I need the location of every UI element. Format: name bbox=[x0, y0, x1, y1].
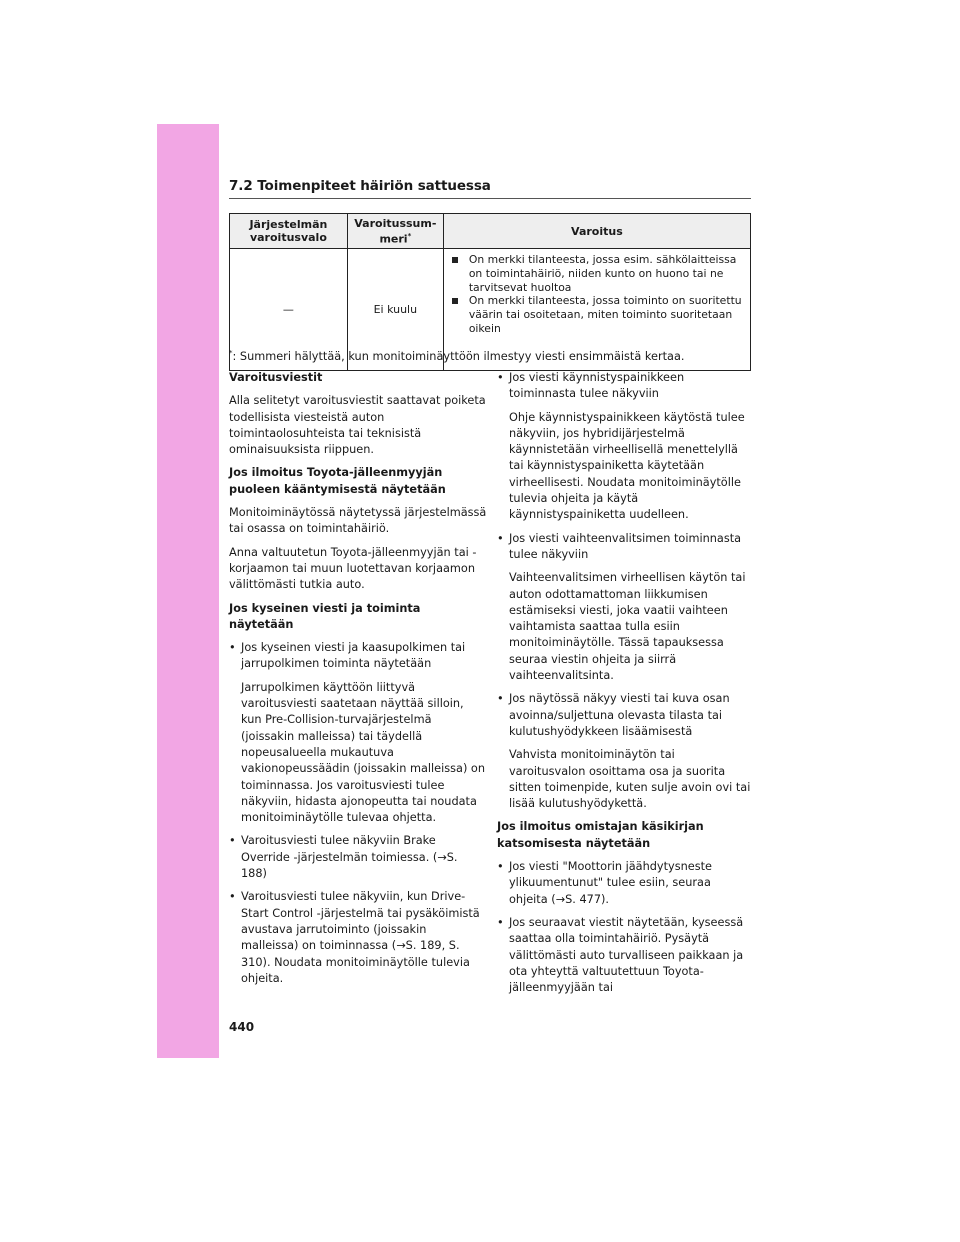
table-item-text: On merkki tilanteesta, jossa toiminto on suoritettu väärin tai osoitetaan, miten toiminto suoritetaan oikein bbox=[468, 294, 742, 335]
square-bullet-icon bbox=[452, 298, 458, 304]
bullet-icon: • bbox=[497, 531, 504, 545]
bullet-icon: • bbox=[229, 834, 236, 848]
list-item bbox=[229, 889, 487, 987]
list-item bbox=[497, 370, 753, 524]
list-item-title: Jos kyseinen viesti ja kaasupolkimen tai jarrupolkimen toiminta näytetään bbox=[241, 641, 466, 671]
square-bullet-icon bbox=[452, 257, 458, 263]
page-number: 440 bbox=[229, 1020, 255, 1034]
list-item-text: Ohje käynnistyspainikkeen käytöstä tulee näkyviin, jos hybridijärjestelmä käynnistetään virheellisellä menettelyllä tai käynnistyspainiketta käytetään virheellisesti. Noudata monitoiminäytölle tulevia ohjeita ja käytä käynnistyspainiketta uudelleen. bbox=[509, 410, 745, 522]
table-list-item bbox=[450, 253, 744, 294]
heading-varoitusviestit: Varoitusviestit bbox=[229, 371, 323, 384]
table-item-text: On merkki tilanteesta, jossa esim. sähkölaitteissa on toimintahäiriö, niiden kunto on huono tai ne tarvitsevat huoltoa bbox=[468, 253, 737, 294]
header-warning-buzzer bbox=[347, 214, 443, 249]
list-item-text: Jos seuraavat viestit näytetään, kyseessä saattaa olla toimintahäiriö. Pysäytä välittömästi auto turvalliseen paikkaan ja ota yhteyttä valtuutettuun Toyota-jälleenmyyjään tai bbox=[509, 915, 744, 995]
list-item-title: Jos näytössä näkyy viesti tai kuva osan avoinna/suljettuna olevasta tilasta tai kulutushyödykkeen lisäämisestä bbox=[509, 692, 730, 738]
list-item-text: Jos viesti "Moottorin jäähdytysneste ylikuumentunut" tulee esiin, seuraa ohjeita (→S. 477). bbox=[509, 860, 712, 906]
list-item bbox=[497, 691, 753, 812]
list-item-text: Vaihteenvalitsimen virheellisen käytön tai auton odottamattoman liikkumisen estämiseksi viesti, joka vaatii vaihteen vaihtamista saattaa tulla esiin monitoiminäytölle. Tässä tapauksessa seuraa viestin ohjeita ja siirrä vaihteenvalitsinta. bbox=[509, 571, 746, 683]
section-divider bbox=[229, 198, 751, 199]
bullet-icon: • bbox=[229, 641, 236, 655]
list-item-text: Varoitusviesti tulee näkyviin, kun Drive-Start Control -järjestelmä tai pysäköimistä avustava jarrutoiminto (joissakin malleissa) on toiminnassa (→S. 189, S. 310). Noudata monitoiminäytölle tulevia ohjeita. bbox=[241, 890, 480, 985]
list-item bbox=[497, 531, 753, 685]
list-item bbox=[229, 833, 487, 882]
bullet-icon: • bbox=[497, 915, 504, 929]
header-warning: Varoitus bbox=[443, 214, 750, 249]
chapter-color-band bbox=[157, 124, 219, 1058]
header-buzzer-mark: * bbox=[407, 231, 412, 240]
heading-message-and-operation: Jos kyseinen viesti ja toiminta näytetään bbox=[229, 601, 421, 631]
footnote-text: : Summeri hälyttää, kun monitoiminäyttöön ilmestyy viesti ensimmäistä kertaa. bbox=[232, 349, 685, 363]
heading-owners-manual: Jos ilmoitus omistajan käsikirjan katsomisesta näytetään bbox=[497, 820, 704, 850]
paragraph-toyota-2: Anna valtuutetun Toyota-jälleenmyyjän tai -korjaamon tai muun luotettavan korjaamon välittömästi tutkia auto. bbox=[229, 545, 477, 592]
right-column bbox=[497, 370, 753, 1003]
list-item-title: Jos viesti käynnistyspainikkeen toiminnasta tulee näkyviin bbox=[509, 371, 685, 401]
footnote bbox=[229, 346, 751, 364]
section-title: 7.2 Toimenpiteet häiriön sattuessa bbox=[229, 178, 491, 194]
list-item bbox=[497, 859, 753, 908]
paragraph-intro: Alla selitetyt varoitusviestit saattavat poiketa todellisista viesteistä auton toimintaolosuhteista tai teknisistä ominaisuuksista riippuen. bbox=[229, 394, 486, 457]
list-item-text: Varoitusviesti tulee näkyviin Brake Override -järjestelmän toimiessa. (→S. 188) bbox=[241, 834, 458, 881]
paragraph-toyota-1: Monitoiminäytössä näytetyssä järjestelmässä tai osassa on toimintahäiriö. bbox=[229, 506, 487, 536]
list-item bbox=[497, 915, 753, 996]
cell-warning-light: — bbox=[230, 249, 348, 371]
list-item bbox=[229, 640, 487, 826]
list-item-text: Jarrupolkimen käyttöön liittyvä varoitusviesti saatetaan näyttää silloin, kun Pre-Collision-turvajärjestelmä (joissakin malleissa) tai täydellä nopeusalueella mukautuva vakionopeussäädin (joissakin malleissa) on toiminnassa. Jos varoitusviesti tulee näkyviin, hidasta ajonopeutta tai noudata monitoiminäytölle tulevaa ohjetta. bbox=[241, 680, 486, 825]
bullet-icon: • bbox=[497, 692, 504, 706]
cell-buzzer: Ei kuulu bbox=[347, 249, 443, 371]
header-warning-light: Järjestelmän varoitusvalo bbox=[230, 214, 348, 249]
header-buzzer-label: Varoitussum-meri bbox=[354, 216, 437, 246]
list-item-text: Vahvista monitoiminäytön tai varoitusvalon osoittama osa ja suorita sitten toimenpide, kuten sulje avoin ovi tai lisää kulutushyödykettä. bbox=[509, 748, 751, 811]
table-header-row bbox=[230, 214, 751, 249]
left-column bbox=[229, 370, 487, 994]
bullet-icon: • bbox=[229, 890, 236, 904]
bullet-icon: • bbox=[497, 371, 504, 384]
table-list-item bbox=[450, 294, 744, 335]
footnote-mark: * bbox=[229, 349, 233, 357]
list-item-title: Jos viesti vaihteenvalitsimen toiminnasta tulee näkyviin bbox=[509, 531, 742, 561]
bullet-icon: • bbox=[497, 860, 504, 874]
heading-toyota-dealer: Jos ilmoitus Toyota-jälleenmyyjän puoleen kääntymisestä näytetään bbox=[229, 466, 446, 496]
